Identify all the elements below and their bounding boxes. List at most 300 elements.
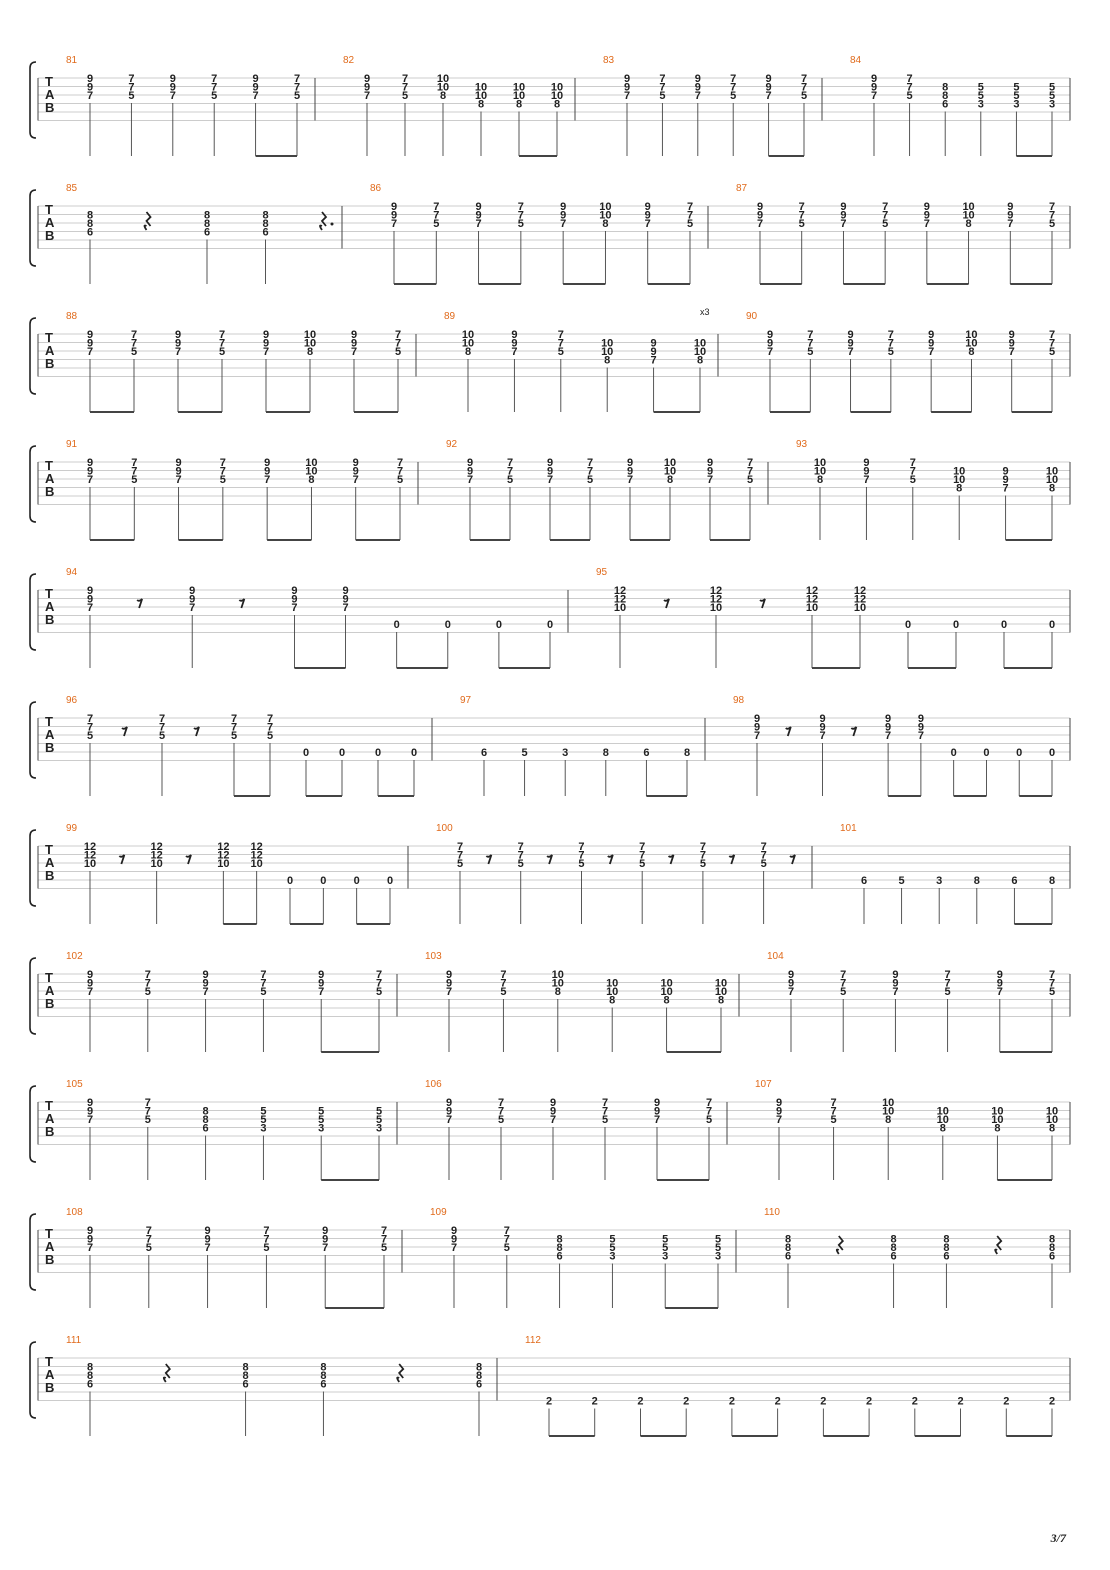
fret-number: 8	[1048, 1242, 1056, 1254]
fret-number: 5	[882, 218, 889, 230]
fret-number: 7	[1048, 201, 1056, 213]
fret-number: 7	[1048, 329, 1056, 341]
fret-number: 7	[145, 1225, 152, 1237]
fret-number: 6	[202, 1122, 209, 1135]
fret-number: 7	[686, 209, 694, 222]
fret-number: 5	[263, 1242, 270, 1254]
fret-number: 10	[991, 1105, 1004, 1118]
fret-number: 2	[545, 1395, 553, 1408]
fret-number: 10	[551, 977, 564, 990]
system	[30, 1079, 1070, 1180]
fret-number: 9	[291, 593, 298, 606]
fret-number: 8	[968, 346, 975, 358]
fret-number: 5	[456, 858, 464, 870]
fret-number: 7	[86, 474, 94, 486]
fret-number: 9	[549, 1105, 557, 1118]
fret-number: 12	[805, 593, 819, 606]
system	[30, 823, 1070, 924]
tab-clef-letter: B	[45, 1380, 55, 1395]
fret-number: 8	[464, 346, 472, 358]
fret-number: 5	[318, 1114, 325, 1126]
tab-clef-letter: T	[45, 330, 53, 345]
fret-number: 10	[550, 90, 564, 102]
fret-number: 8	[556, 1233, 563, 1246]
tab-clef-letter: B	[45, 1252, 55, 1267]
fret-number: 10	[1045, 1114, 1059, 1126]
fret-number: 10	[714, 986, 728, 998]
fret-number: 5	[609, 1233, 616, 1246]
fret-number: 0	[444, 619, 451, 631]
fret-number: 8	[242, 1370, 249, 1382]
fret-number: 9	[885, 713, 892, 725]
fret-number: 9	[342, 593, 349, 606]
fret-number: 10	[599, 209, 612, 222]
fret-number: 7	[322, 1242, 329, 1254]
fret-number: 5	[840, 986, 847, 998]
tab-clef-letter: B	[45, 484, 55, 499]
fret-number: 5	[699, 858, 706, 870]
fret-number: 3	[662, 1250, 669, 1263]
fret-number: 10	[882, 1105, 895, 1118]
measure-number: 90	[746, 311, 758, 322]
fret-number: 7	[753, 730, 761, 742]
fret-number: 9	[363, 73, 371, 85]
fret-number: 7	[264, 474, 271, 486]
fret-number: 10	[250, 858, 263, 870]
fret-number: 5	[517, 218, 524, 230]
fret-number: 7	[144, 1097, 151, 1109]
fret-number: 7	[1048, 209, 1056, 222]
fret-number: 9	[996, 969, 1003, 981]
tab-clef-letter: A	[45, 215, 55, 230]
fret-number: 9	[892, 969, 899, 981]
fret-number: 7	[219, 457, 226, 469]
fret-number: 7	[517, 209, 524, 222]
fret-number: 9	[623, 81, 631, 94]
system-bracket	[30, 62, 36, 138]
fret-number: 5	[130, 346, 138, 358]
fret-number: 8	[816, 474, 824, 486]
fret-number: 8	[696, 354, 704, 367]
fret-number: 0	[338, 747, 346, 759]
fret-number: 7	[996, 986, 1003, 998]
fret-number: 5	[705, 1114, 713, 1126]
fret-number: 7	[1048, 337, 1056, 350]
fret-number: 0	[952, 619, 960, 631]
fret-number: 7	[787, 986, 795, 998]
fret-number: 7	[218, 337, 226, 350]
fret-number: 10	[660, 986, 673, 998]
fret-number: 9	[264, 457, 271, 469]
tab-clef-letter: T	[45, 842, 53, 857]
fret-number: 6	[1048, 1250, 1056, 1263]
fret-number: 9	[787, 969, 795, 981]
fret-number: 7	[730, 81, 737, 94]
fret-number: 8	[86, 1370, 94, 1382]
fret-number: 8	[262, 209, 269, 222]
fret-number: 7	[511, 346, 518, 358]
tab-clef-letter: T	[45, 1098, 53, 1113]
fret-number: 9	[923, 201, 930, 213]
fret-number: 10	[474, 90, 488, 102]
fret-number: 7	[506, 465, 514, 478]
fret-number: 9	[475, 201, 482, 213]
fret-number: 5	[128, 90, 135, 102]
fret-number: 10	[953, 474, 966, 486]
fret-number: 9	[766, 329, 774, 341]
fret-number: 10	[601, 337, 614, 350]
fret-number: 5	[1048, 218, 1056, 230]
fret-number: 7	[86, 1114, 94, 1126]
fret-number: 7	[1048, 969, 1056, 981]
fret-number: 0	[546, 619, 554, 631]
fret-number: 10	[303, 337, 317, 350]
fret-number: 7	[840, 969, 847, 981]
fret-number: 9	[650, 337, 657, 350]
fret-number: 9	[450, 1225, 458, 1237]
fret-number: 6	[480, 747, 488, 759]
fret-number: 12	[613, 593, 627, 606]
fret-number: 5	[1048, 986, 1056, 998]
fret-number: 10	[965, 329, 978, 341]
fret-number: 5	[318, 1105, 325, 1118]
fret-number: 8	[956, 482, 963, 495]
fret-number: 9	[775, 1105, 783, 1118]
fret-number: 12	[250, 841, 263, 853]
tab-clef-letter: B	[45, 996, 55, 1011]
fret-number: 8	[553, 98, 561, 111]
fret-number: 5	[730, 90, 737, 102]
measure-number: 105	[66, 1079, 83, 1090]
fret-number: 7	[863, 474, 870, 486]
fret-number: 10	[461, 329, 475, 341]
measure-number: 84	[850, 55, 862, 66]
fret-number: 7	[497, 1097, 505, 1109]
fret-number: 10	[461, 337, 475, 350]
fret-number: 7	[211, 81, 218, 94]
tab-clef-letter: A	[45, 1367, 55, 1382]
fret-number: 7	[699, 841, 706, 853]
fret-number: 7	[659, 81, 666, 94]
measure-number: 95	[596, 567, 608, 578]
fret-number: 0	[410, 747, 418, 759]
fret-number: 9	[86, 969, 94, 981]
fret-number: 5	[260, 1105, 267, 1118]
fret-number: 12	[709, 593, 723, 606]
fret-number: 7	[819, 730, 826, 742]
fret-number: 7	[706, 474, 714, 486]
fret-number: 10	[606, 977, 619, 990]
fret-number: 9	[450, 1233, 458, 1246]
tab-clef-letter: T	[45, 714, 53, 729]
measure-number: 89	[444, 311, 456, 322]
fret-number: 8	[683, 747, 691, 759]
fret-number: 9	[445, 1097, 453, 1109]
fret-number: 5	[503, 1242, 510, 1254]
fret-number: 8	[202, 1105, 209, 1118]
fret-number: 7	[130, 329, 138, 341]
fret-number: 7	[870, 90, 878, 102]
fret-number: 10	[805, 602, 819, 614]
tab-clef-letter: A	[45, 1239, 55, 1254]
fret-number: 8	[202, 1114, 209, 1126]
fret-number: 7	[456, 849, 464, 862]
fret-number: 2	[820, 1395, 827, 1408]
fret-number: 9	[1002, 474, 1009, 486]
fret-number: 7	[396, 457, 404, 469]
fret-number: 7	[175, 474, 182, 486]
fret-number: 10	[550, 81, 564, 94]
fret-number: 7	[623, 90, 631, 102]
fret-number: 10	[305, 465, 318, 478]
fret-number: 9	[1002, 465, 1009, 478]
fret-number: 8	[609, 994, 616, 1007]
fret-number: 7	[830, 1105, 837, 1118]
fret-number: 5	[375, 1114, 383, 1126]
repeat-count-label: x3	[700, 307, 710, 317]
tab-clef-letter: T	[45, 202, 53, 217]
fret-number: 6	[86, 1378, 94, 1391]
measure-number: 103	[425, 951, 442, 962]
fret-number: 9	[174, 329, 182, 341]
fret-number: 7	[549, 1114, 557, 1126]
fret-number: 7	[293, 81, 301, 94]
fret-number: 5	[578, 858, 585, 870]
fret-number: 10	[551, 969, 564, 981]
fret-number: 5	[1013, 81, 1020, 94]
fret-number: 9	[847, 337, 854, 350]
fret-number: 12	[250, 849, 263, 862]
fret-number: 7	[394, 337, 402, 350]
fret-number: 9	[1008, 329, 1015, 341]
tab-clef-letter: A	[45, 343, 55, 358]
fret-number: 5	[639, 858, 646, 870]
system	[30, 439, 1070, 540]
fret-number: 6	[890, 1250, 897, 1263]
system-bracket	[30, 190, 36, 266]
fret-number: 9	[653, 1105, 661, 1118]
tab-clef-letter: A	[45, 599, 55, 614]
fret-number: 0	[286, 875, 294, 887]
fret-number: 7	[266, 721, 274, 734]
fret-number: 3	[318, 1122, 325, 1135]
fret-number: 7	[375, 977, 383, 990]
fret-number: 7	[517, 201, 524, 213]
fret-number: 7	[128, 73, 135, 85]
fret-number: 7	[578, 849, 585, 862]
measure-number: 107	[755, 1079, 772, 1090]
fret-number: 7	[86, 713, 94, 725]
fret-number: 10	[936, 1114, 949, 1126]
fret-number: 9	[753, 713, 761, 725]
fret-number: 0	[386, 875, 394, 887]
fret-number: 10	[150, 858, 163, 870]
fret-number: 10	[601, 346, 614, 358]
fret-number: 7	[578, 841, 585, 853]
fret-number: 3	[1013, 98, 1020, 111]
fret-number: 8	[86, 209, 94, 222]
fret-number: 9	[549, 1097, 557, 1109]
fret-number: 7	[517, 841, 524, 853]
fret-number: 8	[203, 209, 211, 222]
fret-number: 5	[144, 986, 151, 998]
fret-number: 9	[202, 969, 209, 981]
fret-number: 9	[352, 457, 359, 469]
fret-number: 7	[906, 73, 913, 85]
fret-number: 9	[291, 585, 298, 597]
fret-number: 5	[394, 346, 402, 358]
fret-number: 10	[882, 1097, 895, 1109]
system	[30, 951, 1070, 1052]
fret-number: 7	[586, 457, 594, 469]
rest-dot	[331, 223, 334, 226]
measure-number: 104	[767, 951, 784, 962]
measure-number: 99	[66, 823, 78, 834]
fret-number: 0	[1048, 747, 1056, 759]
fret-number: 7	[756, 218, 764, 230]
fret-number: 7	[158, 713, 166, 725]
fret-number: 7	[639, 841, 646, 853]
fret-number: 5	[746, 474, 754, 486]
fret-number: 12	[613, 585, 627, 597]
fret-number: 7	[86, 721, 94, 734]
fret-number: 9	[766, 337, 774, 350]
fret-number: 7	[293, 73, 301, 85]
system-bracket	[30, 1214, 36, 1290]
fret-number: 8	[439, 90, 447, 102]
fret-number: 7	[807, 329, 814, 341]
fret-number: 10	[599, 201, 612, 213]
fret-number: 7	[145, 1233, 152, 1246]
system-bracket	[30, 1086, 36, 1162]
fret-number: 5	[293, 90, 301, 102]
fret-number: 8	[939, 1122, 946, 1135]
fret-number: 7	[86, 1242, 94, 1254]
fret-number: 6	[475, 1378, 483, 1391]
measure-number: 100	[436, 823, 453, 834]
system-bracket	[30, 958, 36, 1034]
fret-number: 7	[1048, 977, 1056, 990]
fret-number: 7	[158, 721, 166, 734]
measure-number: 102	[66, 951, 83, 962]
fret-number: 9	[753, 721, 761, 734]
fret-number: 8	[477, 98, 485, 111]
fret-number: 9	[86, 585, 94, 597]
fret-number: 10	[663, 457, 677, 469]
fret-number: 7	[909, 457, 916, 469]
fret-number: 7	[906, 81, 913, 94]
fret-number: 7	[450, 1242, 458, 1254]
fret-number: 9	[892, 977, 899, 990]
fret-number: 9	[819, 721, 826, 734]
fret-number: 9	[560, 201, 567, 213]
fret-number: 5	[506, 474, 514, 486]
fret-number: 9	[262, 337, 270, 350]
fret-number: 5	[1013, 90, 1020, 102]
fret-number: 7	[840, 977, 847, 990]
fret-number: 0	[353, 875, 360, 887]
fret-number: 9	[847, 329, 854, 341]
fret-number: 9	[252, 73, 259, 85]
fret-number: 8	[554, 986, 561, 998]
fret-number: 8	[556, 1242, 563, 1254]
fret-number: 9	[560, 209, 567, 222]
fret-number: 9	[917, 721, 924, 734]
fret-number: 9	[917, 713, 924, 725]
fret-number: 8	[1048, 875, 1056, 887]
system-bracket	[30, 702, 36, 778]
fret-number: 9	[175, 457, 182, 469]
fret-number: 7	[892, 986, 899, 998]
tab-clef-letter: B	[45, 356, 55, 371]
fret-number: 2	[1048, 1395, 1056, 1408]
fret-number: 9	[322, 1233, 329, 1246]
fret-number: 9	[86, 81, 94, 94]
fret-number: 8	[475, 1370, 483, 1382]
fret-number: 7	[760, 849, 767, 862]
fret-number: 7	[928, 346, 935, 358]
fret-number: 7	[86, 346, 94, 358]
fret-number: 9	[86, 1105, 94, 1118]
fret-number: 9	[626, 465, 634, 478]
fret-number: 0	[320, 875, 327, 887]
fret-number: 7	[1002, 482, 1009, 495]
fret-number: 7	[705, 1097, 713, 1109]
fret-number: 10	[436, 73, 450, 85]
fret-number: 9	[1007, 201, 1014, 213]
fret-number: 9	[475, 209, 482, 222]
system	[30, 695, 1070, 796]
fret-number: 7	[86, 986, 94, 998]
fret-number: 7	[923, 218, 930, 230]
tab-clef-letter: A	[45, 87, 55, 102]
tab-clef-letter: B	[45, 612, 55, 627]
fret-number: 5	[401, 90, 409, 102]
fret-number: 6	[943, 1250, 950, 1263]
system	[30, 1207, 1070, 1308]
fret-number: 7	[263, 1225, 270, 1237]
fret-number: 5	[131, 474, 138, 486]
fret-number: 8	[942, 81, 949, 94]
fret-number: 9	[1008, 337, 1015, 350]
fret-number: 5	[760, 858, 767, 870]
tab-clef-letter: T	[45, 458, 53, 473]
fret-number: 9	[644, 209, 651, 222]
fret-number: 2	[683, 1395, 690, 1408]
fret-number: 2	[591, 1395, 598, 1408]
fret-number: 7	[342, 602, 349, 614]
fret-number: 9	[445, 1105, 453, 1118]
measure-number: 97	[460, 695, 472, 706]
fret-number: 2	[637, 1395, 644, 1408]
fret-number: 7	[445, 986, 453, 998]
fret-number: 5	[230, 730, 238, 742]
fret-number: 6	[860, 875, 868, 887]
fret-number: 8	[784, 1242, 792, 1254]
fret-number: 7	[626, 474, 634, 486]
tab-clef-letter: B	[45, 100, 55, 115]
fret-number: 8	[1048, 482, 1056, 495]
measure-number: 111	[66, 1335, 82, 1346]
fret-number: 10	[1045, 474, 1059, 486]
fret-number: 9	[86, 1225, 94, 1237]
tab-clef-letter: A	[45, 855, 55, 870]
fret-number: 2	[728, 1395, 735, 1408]
fret-number: 5	[517, 858, 524, 870]
fret-number: 3	[714, 1250, 722, 1263]
measure-number: 93	[796, 439, 808, 450]
fret-number: 7	[746, 457, 754, 469]
